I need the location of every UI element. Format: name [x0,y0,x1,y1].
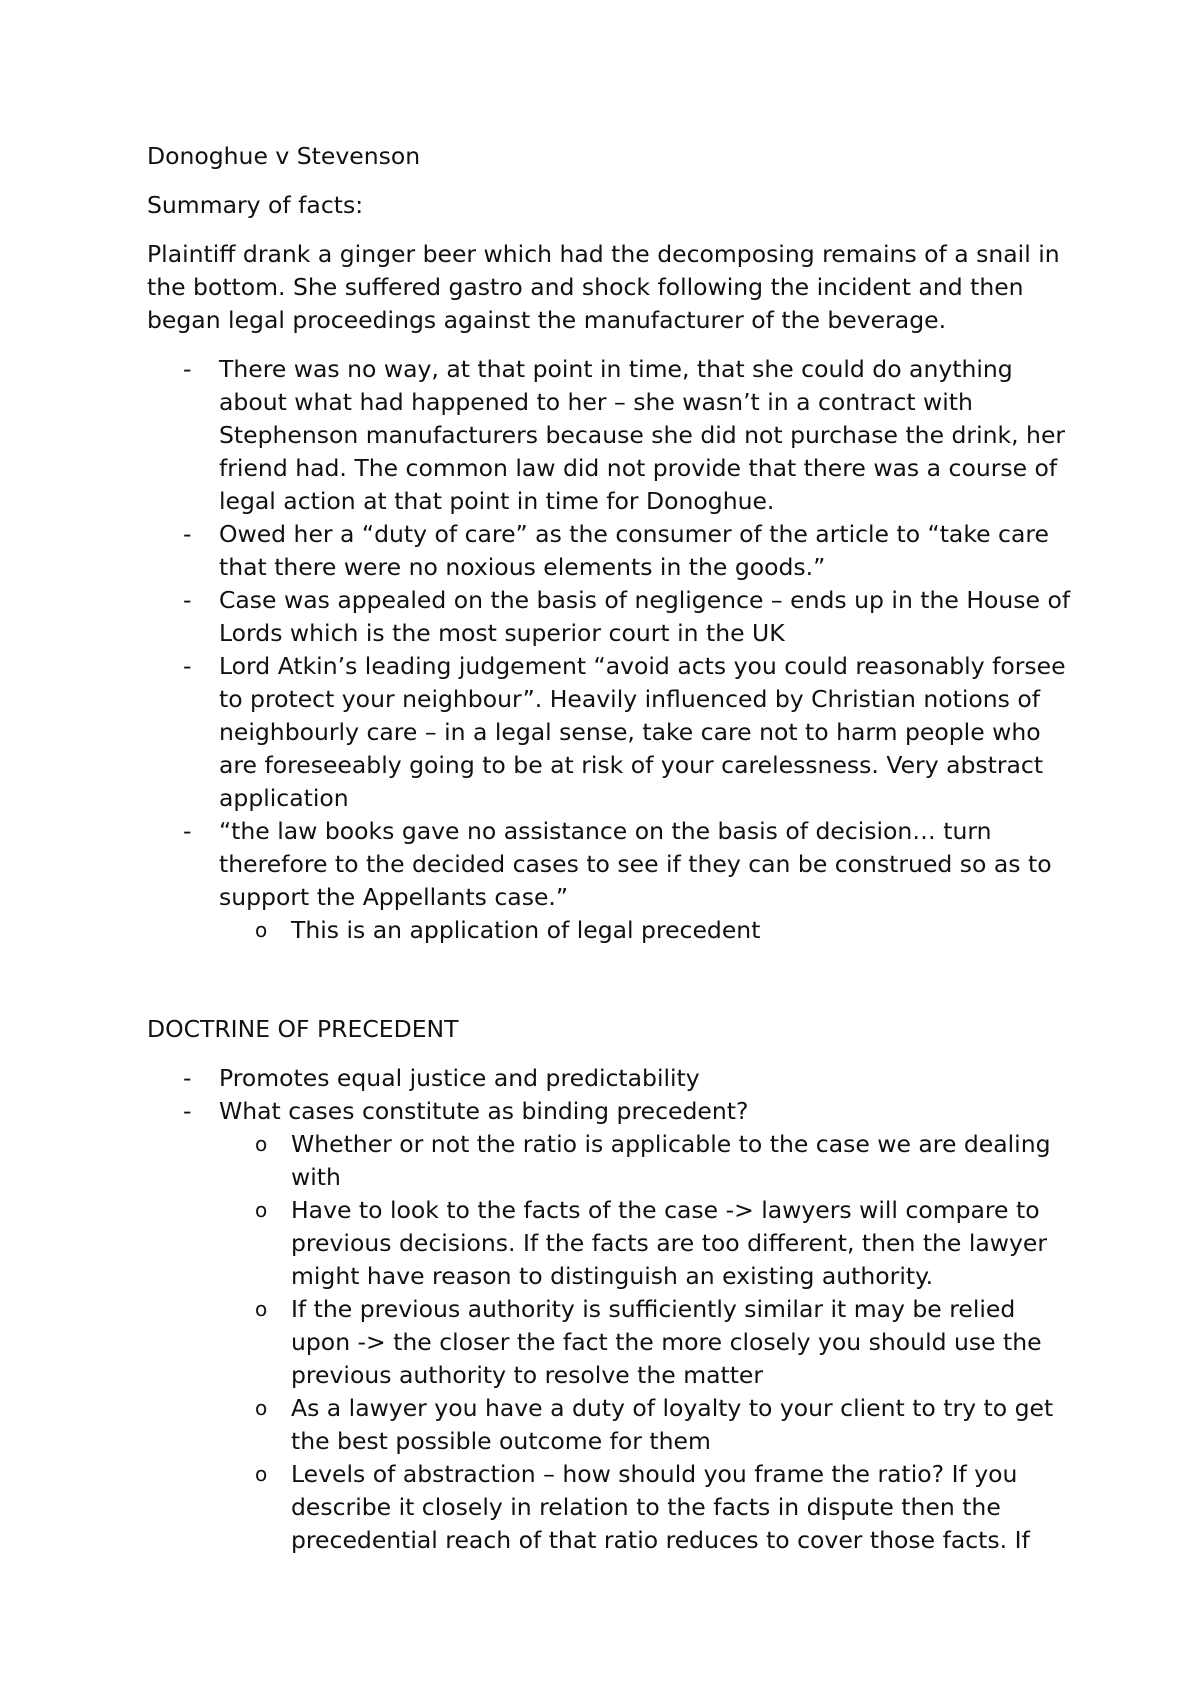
sub-list [219,914,1077,947]
sub-list-item-text: Levels of abstraction – how should you frame the ratio? If you describe it closely in relation to the facts in dispute then the precedential reach of that ratio reduces to cover those facts. If [291,1460,1030,1554]
list-item [147,584,1077,650]
list-item [147,353,1077,518]
list-item-text: Case was appealed on the basis of negligence – ends up in the House of Lords which is the most superior court in the UK [219,586,1071,647]
sub-list-item-text: If the previous authority is sufficiently similar it may be relied upon -> the closer the fact the more closely you should use the previous authority to resolve the matter [291,1295,1042,1389]
dash-bullet: - [183,1097,192,1125]
sub-list-item-text: As a lawyer you have a duty of loyalty to your client to try to get the best possible outcome for them [291,1394,1054,1455]
sub-list [219,1128,1077,1557]
dash-bullet: - [183,817,192,845]
list-item-text: Promotes equal justice and predictability [219,1064,700,1092]
sub-list-item [219,1128,1077,1194]
summary-heading: Summary of facts: [147,191,364,219]
dash-bullet: - [183,1064,192,1092]
dash-bullet: - [183,520,192,548]
circle-bullet: o [255,1396,268,1420]
section-spacer [147,963,1077,1013]
sub-list-item-text: Whether or not the ratio is applicable to the case we are dealing with [291,1130,1051,1191]
list-item-text: “the law books gave no assistance on the basis of decision… turn therefore to the decided cases to see if they can be construed so as to support the Appellants case.” [219,817,1052,911]
sub-list-item-text: This is an application of legal precedent [291,916,761,944]
document-title: Donoghue v Stevenson [147,142,421,170]
sub-list-item [219,1293,1077,1392]
sub-list-item [219,914,1077,947]
list-item-text: There was no way, at that point in time, that she could do anything about what had happened to her – she wasn’t in a contract with Stephenson manufacturers because she did not purchase the drink, her friend had. The common law did not provide that there was a course of legal action at that point in time for Donoghue. [219,355,1066,515]
sub-list-item [219,1458,1077,1557]
doctrine-list [147,1062,1077,1557]
sub-list-item [219,1392,1077,1458]
sub-list-item [219,1194,1077,1293]
list-item [147,1062,1077,1095]
sub-list-item-text: Have to look to the facts of the case -> lawyers will compare to previous decisions. If the facts are too different, then the lawyer might have reason to distinguish an existing authority. [291,1196,1048,1290]
circle-bullet: o [255,1132,268,1156]
dash-bullet: - [183,652,192,680]
list-item [147,815,1077,947]
summary-paragraph: Plaintiff drank a ginger beer which had the decomposing remains of a snail in the bottom. She suffered gastro and shock following the incident and then began legal proceedings against the manufacturer of the beverage. [147,240,1060,334]
list-item [147,518,1077,584]
facts-list [147,353,1077,947]
list-item-text: Owed her a “duty of care” as the consumer of the article to “take care that there were no noxious elements in the goods.” [219,520,1049,581]
list-item-text: What cases constitute as binding precedent? [219,1097,749,1125]
circle-bullet: o [255,918,268,942]
list-item [147,650,1077,815]
dash-bullet: - [183,586,192,614]
list-item [147,1095,1077,1557]
list-item-text: Lord Atkin’s leading judgement “avoid acts you could reasonably forsee to protect your neighbour”. Heavily influenced by Christian notions of neighbourly care – in a legal sense, take care not to harm people who are foreseeably going to be at risk of your carelessness. Very abstract application [219,652,1066,812]
circle-bullet: o [255,1462,268,1486]
circle-bullet: o [255,1198,268,1222]
circle-bullet: o [255,1297,268,1321]
dash-bullet: - [183,355,192,383]
doctrine-heading: DOCTRINE OF PRECEDENT [147,1015,459,1043]
document-page [147,140,1077,1573]
